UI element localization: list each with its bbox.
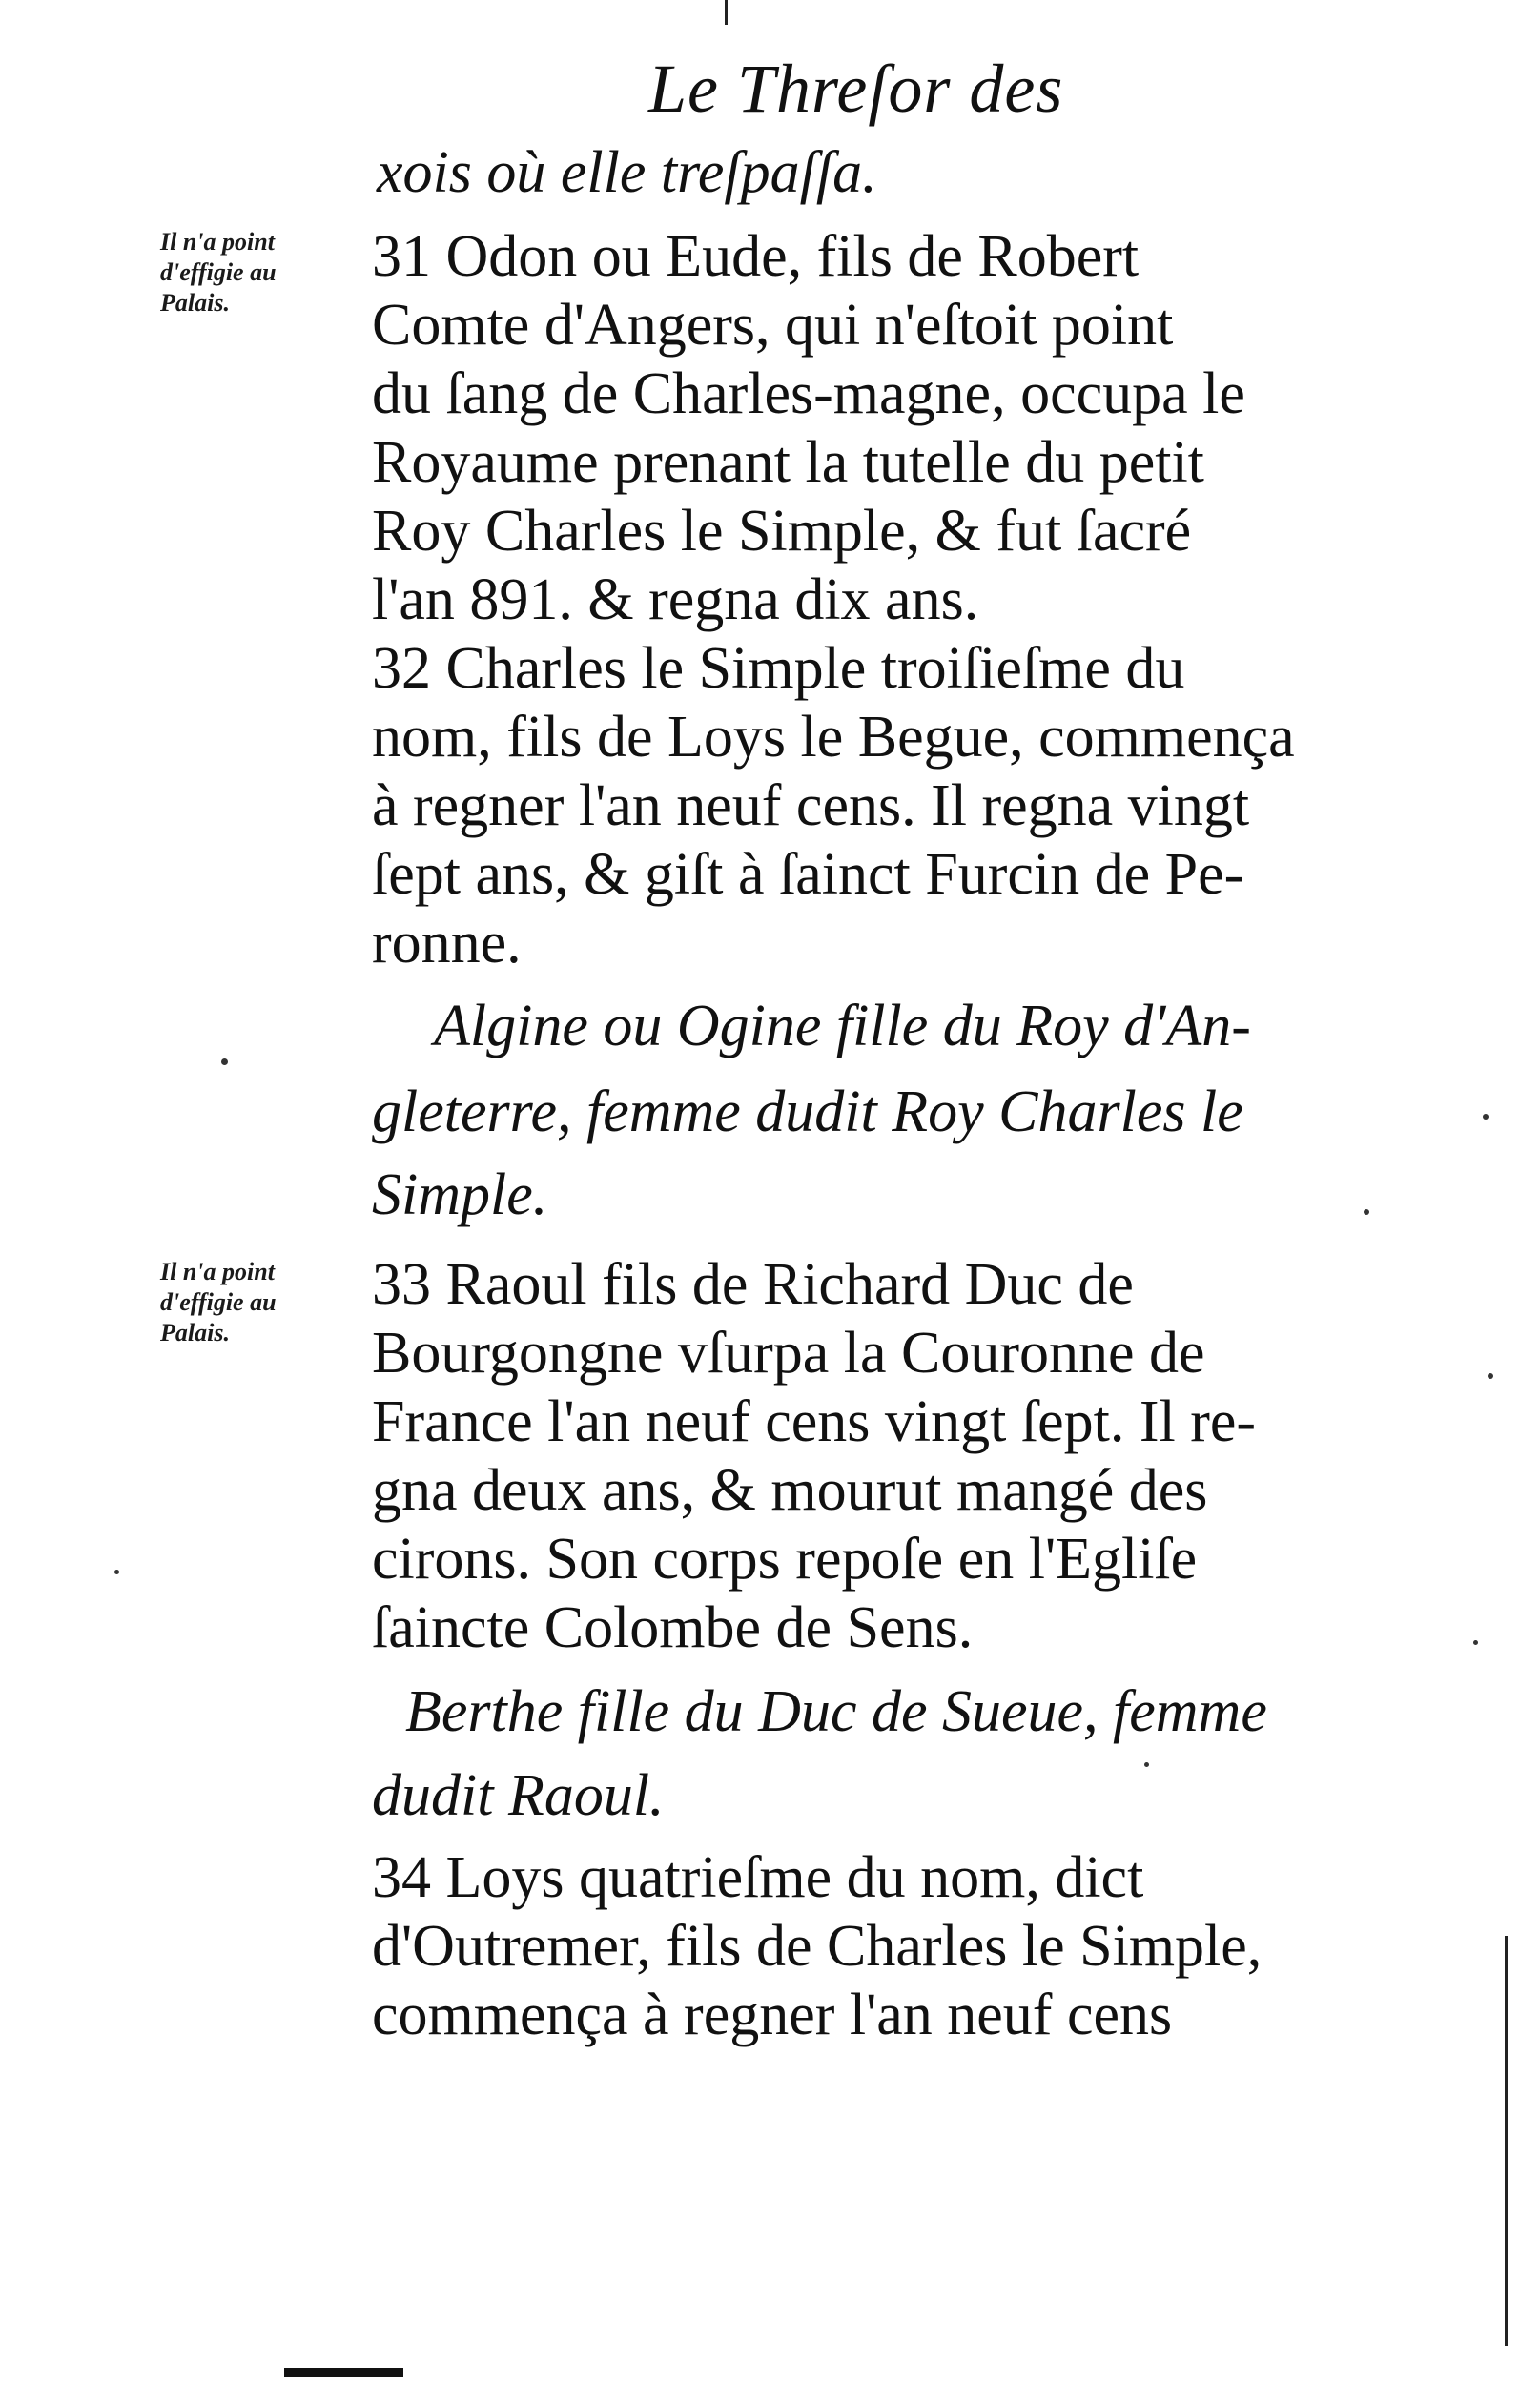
margin-note-1-line-3: Palais. bbox=[160, 289, 230, 317]
text-line-17: Bourgongne vſurpa la Couronne de bbox=[372, 1321, 1205, 1386]
text-line-18: France l'an neuf cens vingt ſept. Il re- bbox=[372, 1389, 1257, 1454]
text-line-22: Berthe fille du Duc de Sueue, femme bbox=[405, 1679, 1267, 1744]
margin-note-1-line-2: d'effigie au bbox=[160, 258, 277, 286]
text-line-1: xois où elle treſpaſſa. bbox=[377, 140, 877, 205]
text-line-26: commença à regner l'an neuf cens bbox=[372, 1983, 1173, 2047]
text-line-20: cirons. Son corps repoſe en l'Egliſe bbox=[372, 1527, 1198, 1592]
text-line-14: gleterre, femme dudit Roy Charles le bbox=[372, 1079, 1243, 1144]
running-header: Le Threſor des bbox=[648, 51, 1064, 127]
speck-2 bbox=[1364, 1209, 1369, 1215]
text-line-9: nom, fils de Loys le Begue, commença bbox=[372, 705, 1295, 770]
text-line-5: Royaume prenant la tutelle du petit bbox=[372, 430, 1204, 495]
text-line-2: 31 Odon ou Eude, fils de Robert bbox=[372, 224, 1140, 289]
speck-3 bbox=[1483, 1114, 1489, 1120]
text-line-16: 33 Raoul fils de Richard Duc de bbox=[372, 1252, 1134, 1317]
text-line-19: gna deux ans, & mourut mangé des bbox=[372, 1458, 1208, 1523]
margin-note-1-line-1: Il n'a point bbox=[160, 228, 275, 256]
text-line-3: Comte d'Angers, qui n'eſtoit point bbox=[372, 293, 1174, 358]
text-line-7: l'an 891. & regna dix ans. bbox=[372, 567, 979, 632]
text-line-21: ſaincte Colombe de Sens. bbox=[372, 1595, 974, 1660]
margin-note-2-line-3: Palais. bbox=[160, 1319, 230, 1346]
text-line-25: d'Outremer, fils de Charles le Simple, bbox=[372, 1914, 1263, 1979]
scan-top-mark bbox=[725, 0, 728, 25]
speck-6 bbox=[114, 1570, 119, 1574]
margin-note-2 bbox=[160, 1257, 277, 1348]
text-line-23: dudit Raoul. bbox=[372, 1763, 665, 1828]
text-line-6: Roy Charles le Simple, & fut ſacré bbox=[372, 499, 1192, 564]
text-line-11: ſept ans, & giſt à ſainct Furcin de Pe- bbox=[372, 842, 1244, 907]
margin-note-2-line-2: d'effigie au bbox=[160, 1288, 277, 1316]
speck-7 bbox=[1144, 1762, 1149, 1767]
speck-5 bbox=[1473, 1640, 1478, 1645]
text-line-24: 34 Loys quatrieſme du nom, dict bbox=[372, 1845, 1144, 1910]
text-line-15: Simple. bbox=[372, 1162, 548, 1227]
text-line-4: du ſang de Charles-magne, occupa le bbox=[372, 361, 1245, 426]
text-line-12: ronne. bbox=[372, 911, 522, 976]
margin-note-1 bbox=[160, 227, 277, 319]
speck-1 bbox=[221, 1058, 228, 1065]
margin-note-2-line-1: Il n'a point bbox=[160, 1258, 275, 1285]
scan-bottom-mark bbox=[284, 2368, 403, 2377]
scan-edge-line bbox=[1505, 1936, 1508, 2346]
text-line-13: Algine ou Ogine fille du Roy d'An- bbox=[434, 994, 1251, 1058]
speck-4 bbox=[1488, 1373, 1493, 1379]
text-line-8: 32 Charles le Simple troiſieſme du bbox=[372, 636, 1185, 701]
text-line-10: à regner l'an neuf cens. Il regna vingt bbox=[372, 773, 1250, 838]
